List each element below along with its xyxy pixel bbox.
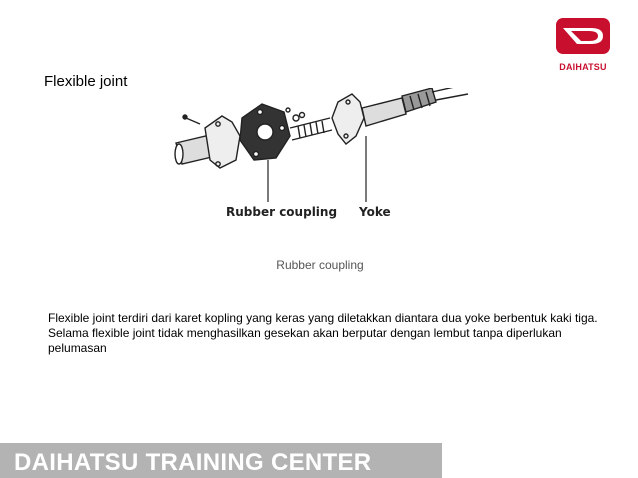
daihatsu-logo-mark-icon: [553, 16, 613, 56]
footer-text: DAIHATSU TRAINING CENTER: [14, 449, 372, 476]
logo-text: DAIHATSU: [559, 62, 607, 72]
daihatsu-logo: [553, 16, 613, 72]
body-paragraph-2: Selama flexible joint tidak menghasilkan gesekan akan berputar dengan lembut tanpa diperlukan pelumasan: [48, 326, 562, 355]
slide-title: Flexible joint: [44, 73, 128, 90]
steering-shaft-illustration: [170, 88, 470, 223]
callout-rubber-coupling: Rubber coupling: [226, 205, 338, 219]
figure-caption: Rubber coupling: [276, 258, 364, 272]
body-text: [48, 311, 598, 356]
body-paragraph-1: Flexible joint terdiri dari karet kopling yang keras yang diletakkan diantara dua yoke berbentuk kaki tiga.: [48, 311, 598, 325]
footer-bar: [0, 443, 442, 478]
callout-yoke: Yoke: [359, 205, 391, 219]
